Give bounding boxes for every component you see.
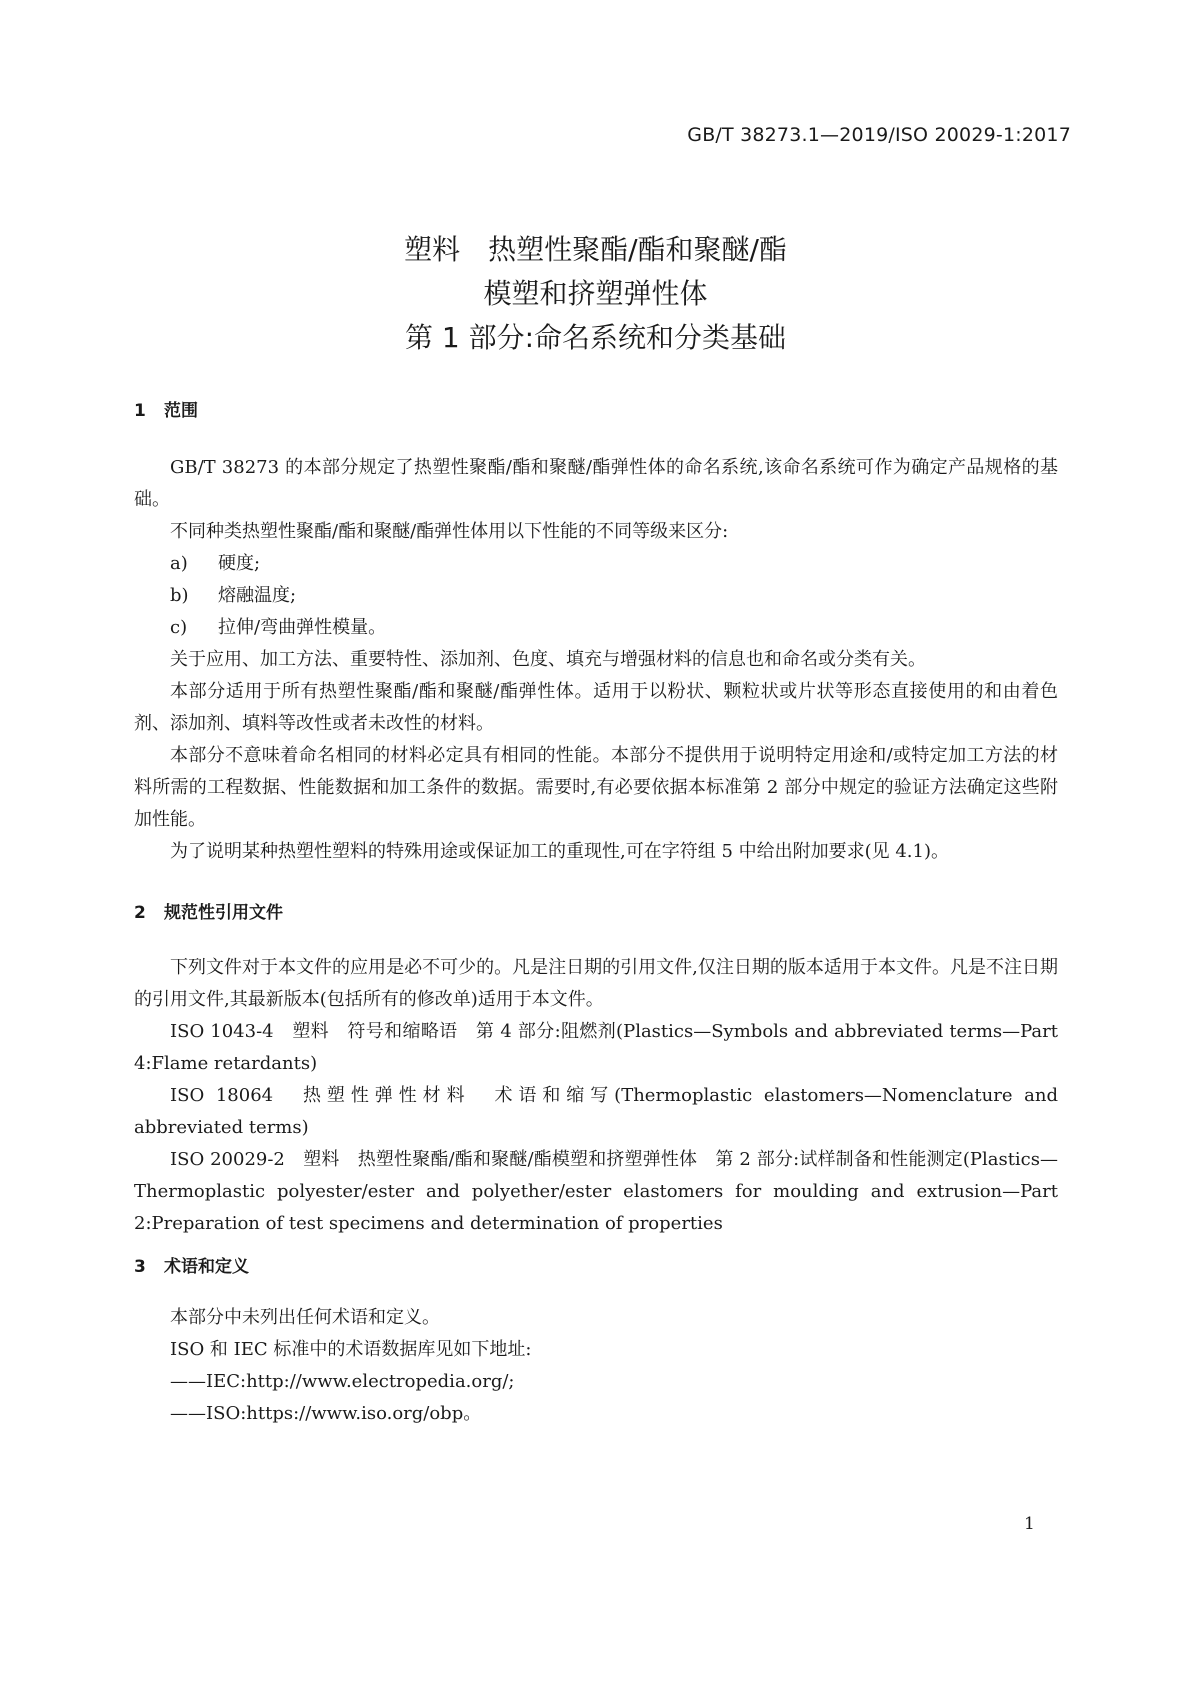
section-title: 术语和定义 bbox=[164, 1257, 249, 1277]
list-item bbox=[134, 580, 1058, 612]
section-number: 2 bbox=[134, 903, 146, 923]
paragraph: 下列文件对于本文件的应用是必不可少的。凡是注日期的引用文件,仅注日期的版本适用于本文件。凡是不注日期的引用文件,其最新版本(包括所有的修改单)适用于本文件。 bbox=[134, 957, 1058, 1010]
paragraph: 本部分中未列出任何术语和定义。 bbox=[170, 1307, 440, 1328]
section-2-heading bbox=[134, 898, 283, 923]
section-1-heading bbox=[134, 396, 198, 421]
document-title bbox=[0, 228, 1191, 360]
section-3-body bbox=[134, 1302, 1058, 1430]
section-1-body bbox=[134, 452, 1058, 868]
section-title: 规范性引用文件 bbox=[164, 903, 283, 923]
reference-item: ISO 20029-2 塑料 热塑性聚酯/酯和聚醚/酯模塑和挤塑弹性体 第 2 部分:试样制备和性能测定(Plastics—Thermoplastic polyester/ester and polyether/ester elastomers for moulding and extrusion—Part 2:Preparation of test specimens and determination of properties bbox=[134, 1149, 1058, 1234]
list-item bbox=[134, 612, 1058, 644]
list-text: 硬度; bbox=[218, 553, 261, 574]
title-line-3: 第 1 部分:命名系统和分类基础 bbox=[404, 321, 787, 354]
paragraph: GB/T 38273 的本部分规定了热塑性聚酯/酯和聚醚/酯弹性体的命名系统,该命名系统可作为确定产品规格的基础。 bbox=[134, 457, 1058, 510]
section-number: 3 bbox=[134, 1257, 146, 1277]
list-label: a) bbox=[170, 553, 188, 574]
list-label: c) bbox=[170, 617, 188, 638]
paragraph: ISO 和 IEC 标准中的术语数据库见如下地址: bbox=[170, 1339, 532, 1360]
paragraph: 为了说明某种热塑性塑料的特殊用途或保证加工的重现性,可在字符组 5 中给出附加要求(见 4.1)。 bbox=[170, 841, 950, 862]
reference-item: ISO 18064 热塑性弹性材料 术语和缩写(Thermoplastic elastomers—Nomenclature and abbreviated terms) bbox=[134, 1085, 1058, 1138]
list-text: 熔融温度; bbox=[218, 585, 297, 606]
paragraph: ——IEC:http://www.electropedia.org/; bbox=[170, 1371, 515, 1392]
paragraph: 本部分适用于所有热塑性聚酯/酯和聚醚/酯弹性体。适用于以粉状、颗粒状或片状等形态直接使用的和由着色剂、添加剂、填料等改性或者未改性的材料。 bbox=[134, 681, 1058, 734]
title-line-1: 塑料 热塑性聚酯/酯和聚醚/酯 bbox=[404, 233, 787, 266]
paragraph: 不同种类热塑性聚酯/酯和聚醚/酯弹性体用以下性能的不同等级来区分: bbox=[170, 521, 729, 542]
reference-item: ISO 1043-4 塑料 符号和缩略语 第 4 部分:阻燃剂(Plastics—Symbols and abbreviated terms—Part 4:Flame retardants) bbox=[134, 1021, 1058, 1074]
standard-code: GB/T 38273.1—2019/ISO 20029-1:2017 bbox=[687, 124, 1071, 146]
title-line-2: 模塑和挤塑弹性体 bbox=[483, 277, 708, 310]
paragraph: 本部分不意味着命名相同的材料必定具有相同的性能。本部分不提供用于说明特定用途和/或特定加工方法的材料所需的工程数据、性能数据和加工条件的数据。需要时,有必要依据本标准第 2 部分中规定的验证方法确定这些附加性能。 bbox=[134, 745, 1058, 830]
list-label: b) bbox=[170, 585, 189, 606]
paragraph: ——ISO:https://www.iso.org/obp。 bbox=[170, 1403, 482, 1424]
section-3-heading bbox=[134, 1252, 249, 1277]
section-2-body bbox=[134, 952, 1058, 1240]
list-text: 拉伸/弯曲弹性模量。 bbox=[218, 617, 387, 638]
list-item bbox=[134, 548, 1058, 580]
page-number: 1 bbox=[1024, 1514, 1035, 1534]
section-title: 范围 bbox=[164, 401, 198, 421]
section-number: 1 bbox=[134, 401, 146, 421]
paragraph: 关于应用、加工方法、重要特性、添加剂、色度、填充与增强材料的信息也和命名或分类有关。 bbox=[170, 649, 926, 670]
